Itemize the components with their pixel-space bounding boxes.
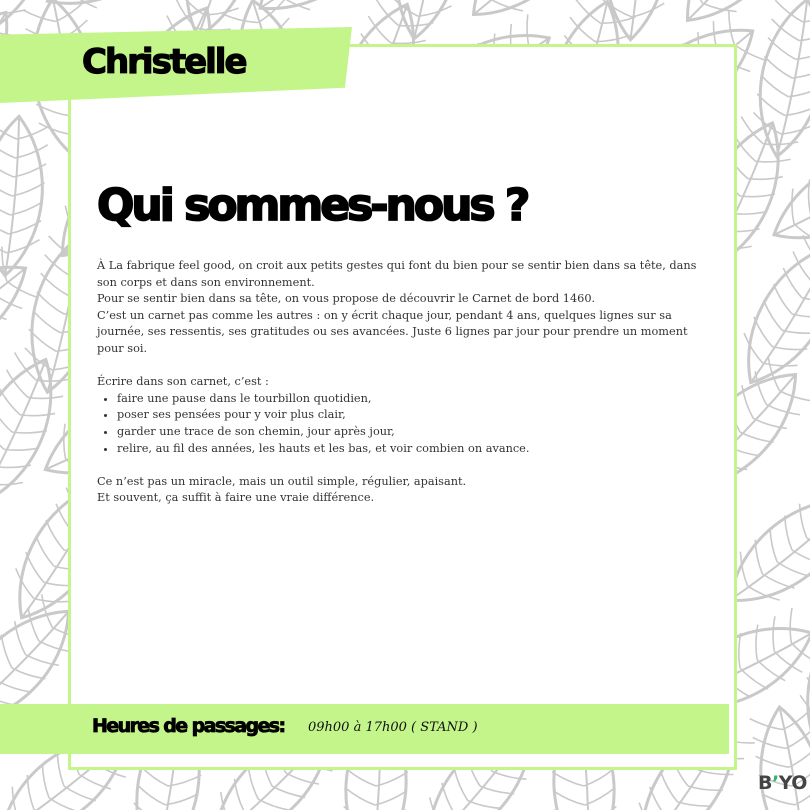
brand-logo [758, 772, 807, 794]
leaf-shape [746, 0, 810, 162]
list-intro: Écrire dans son carnet, c’est : [97, 375, 269, 389]
hours-label: Heures de passages: [92, 715, 285, 737]
list-item: • faire une pause dans le tourbillon quotidien, [117, 391, 712, 408]
leaf-shape [0, 114, 50, 279]
list-item: • garder une trace de son chemin, jour après jour, [117, 424, 712, 441]
logo-suffix: YO [778, 772, 807, 794]
presenter-name: Christelle [82, 42, 246, 82]
leaf-shape [383, 0, 472, 44]
list-item: • poser ses pensées pour y voir plus clair, [117, 407, 712, 424]
benefits-list [97, 391, 712, 457]
list-item: • relire, au fil des années, les hauts et les bas, et voir combien on avance. [117, 441, 712, 458]
leaf-shape [664, 0, 810, 41]
description-text [97, 258, 712, 507]
intro-paragraph: Pour se sentir bien dans sa tête, on vous propose de découvrir le Carnet de bord 1460. [97, 292, 596, 306]
intro-paragraph: C’est un carnet pas comme les autres : on y écrit chaque jour, pendant 4 ans, quelques lignes sur sa journée, ses ressentis, ses gratitudes ou ses avancées. Juste 6 lignes par jour pour prendre un moment pour soi. [97, 308, 688, 355]
intro-paragraph: À La fabrique feel good, on croit aux petits gestes qui font du bien pour se sentir bien dans sa tête, dans son corps et dans son environnement. [97, 259, 697, 289]
leaf-shape [452, 0, 612, 37]
outro-paragraph: Et souvent, ça suffit à faire une vraie différence. [97, 491, 375, 505]
outro-paragraph: Ce n’est pas un miracle, mais un outil simple, régulier, apaisant. [97, 474, 467, 488]
logo-accent: ’ [771, 772, 779, 794]
page-title: Qui sommes-nous ? [97, 180, 528, 231]
logo-prefix: B [758, 772, 772, 794]
hours-value: 09h00 à 17h00 ( STAND ) [308, 720, 478, 735]
